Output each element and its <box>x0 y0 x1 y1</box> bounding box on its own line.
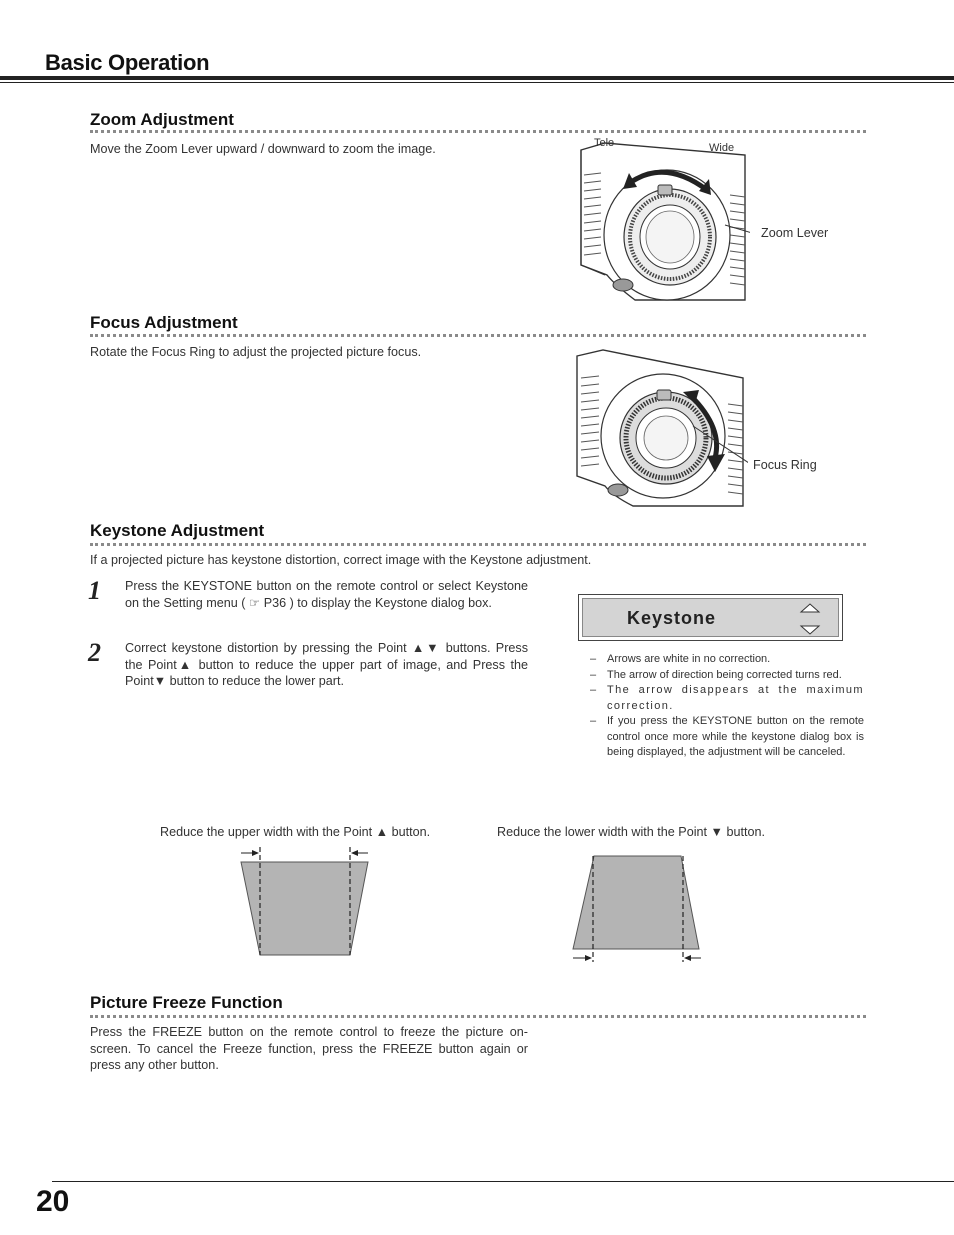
zoom-text: Move the Zoom Lever upward / downward to zoom the image. <box>90 142 436 156</box>
keystone-lower-diagram <box>568 850 708 968</box>
note-item: – The arrow of direction being corrected turns red. <box>590 668 842 681</box>
keystone-dialog <box>578 594 843 641</box>
up-arrow-icon <box>799 602 821 614</box>
focus-text: Rotate the Focus Ring to adjust the projected picture focus. <box>90 345 422 359</box>
section-divider <box>90 543 866 546</box>
header-rule <box>0 76 954 80</box>
focus-section-title: Focus Adjustment <box>90 313 238 332</box>
chapter-title: Basic Operation <box>45 50 210 75</box>
freeze-text: Press the FREEZE button on the remote control to freeze the picture on-screen. To cancel the Freeze function, press the FREEZE button again or press any other button. <box>90 1025 528 1072</box>
caption-upper: Reduce the upper width with the Point ▲ button. <box>160 825 431 839</box>
section-divider <box>90 1015 866 1018</box>
keystone-intro: If a projected picture has keystone distortion, correct image with the Keystone adjustment. <box>90 553 592 567</box>
keystone-dialog-panel <box>582 598 839 637</box>
wide-label: Wide <box>709 142 735 154</box>
section-divider <box>90 334 866 337</box>
focus-ring-label: Focus Ring <box>753 458 817 472</box>
zoom-lever-illustration <box>575 135 750 305</box>
zoom-section-title: Zoom Adjustment <box>90 110 234 129</box>
note-item: – The arrow disappears at the maximum correction. <box>590 684 864 712</box>
focus-ring-illustration <box>573 348 748 508</box>
step-number: 1 <box>88 576 101 605</box>
note-item: – If you press the KEYSTONE button on the remote control once more while the keystone dialog box is being displayed, the adjustment will be canceled. <box>590 715 864 758</box>
step-text: Correct keystone distortion by pressing the Point ▲▼ buttons. Press the Point▲ button to reduce the upper part of image, and Press the Point▼ button to reduce the lower part. <box>125 641 528 688</box>
zoom-lever-label: Zoom Lever <box>761 226 829 240</box>
page-number: 20 <box>36 1185 70 1218</box>
keystone-section-title: Keystone Adjustment <box>90 521 265 540</box>
keystone-upper-diagram <box>235 843 375 961</box>
keystone-dialog-label: Keystone <box>627 608 717 628</box>
tele-label: Tele <box>594 137 615 149</box>
note-item: – Arrows are white in no correction. <box>590 653 771 665</box>
footer-rule <box>52 1181 954 1182</box>
header-rule-thin <box>0 82 954 83</box>
down-arrow-icon <box>799 624 821 636</box>
caption-lower: Reduce the lower width with the Point ▼ button. <box>497 825 765 839</box>
keystone-notes <box>590 652 864 761</box>
section-divider <box>90 130 866 133</box>
step-text: Press the KEYSTONE button on the remote control or select Keystone on the Setting menu ( ☞ P36 ) to display the Keystone dialog box. <box>125 579 528 610</box>
step-number: 2 <box>88 638 101 667</box>
freeze-section-title: Picture Freeze Function <box>90 993 283 1012</box>
